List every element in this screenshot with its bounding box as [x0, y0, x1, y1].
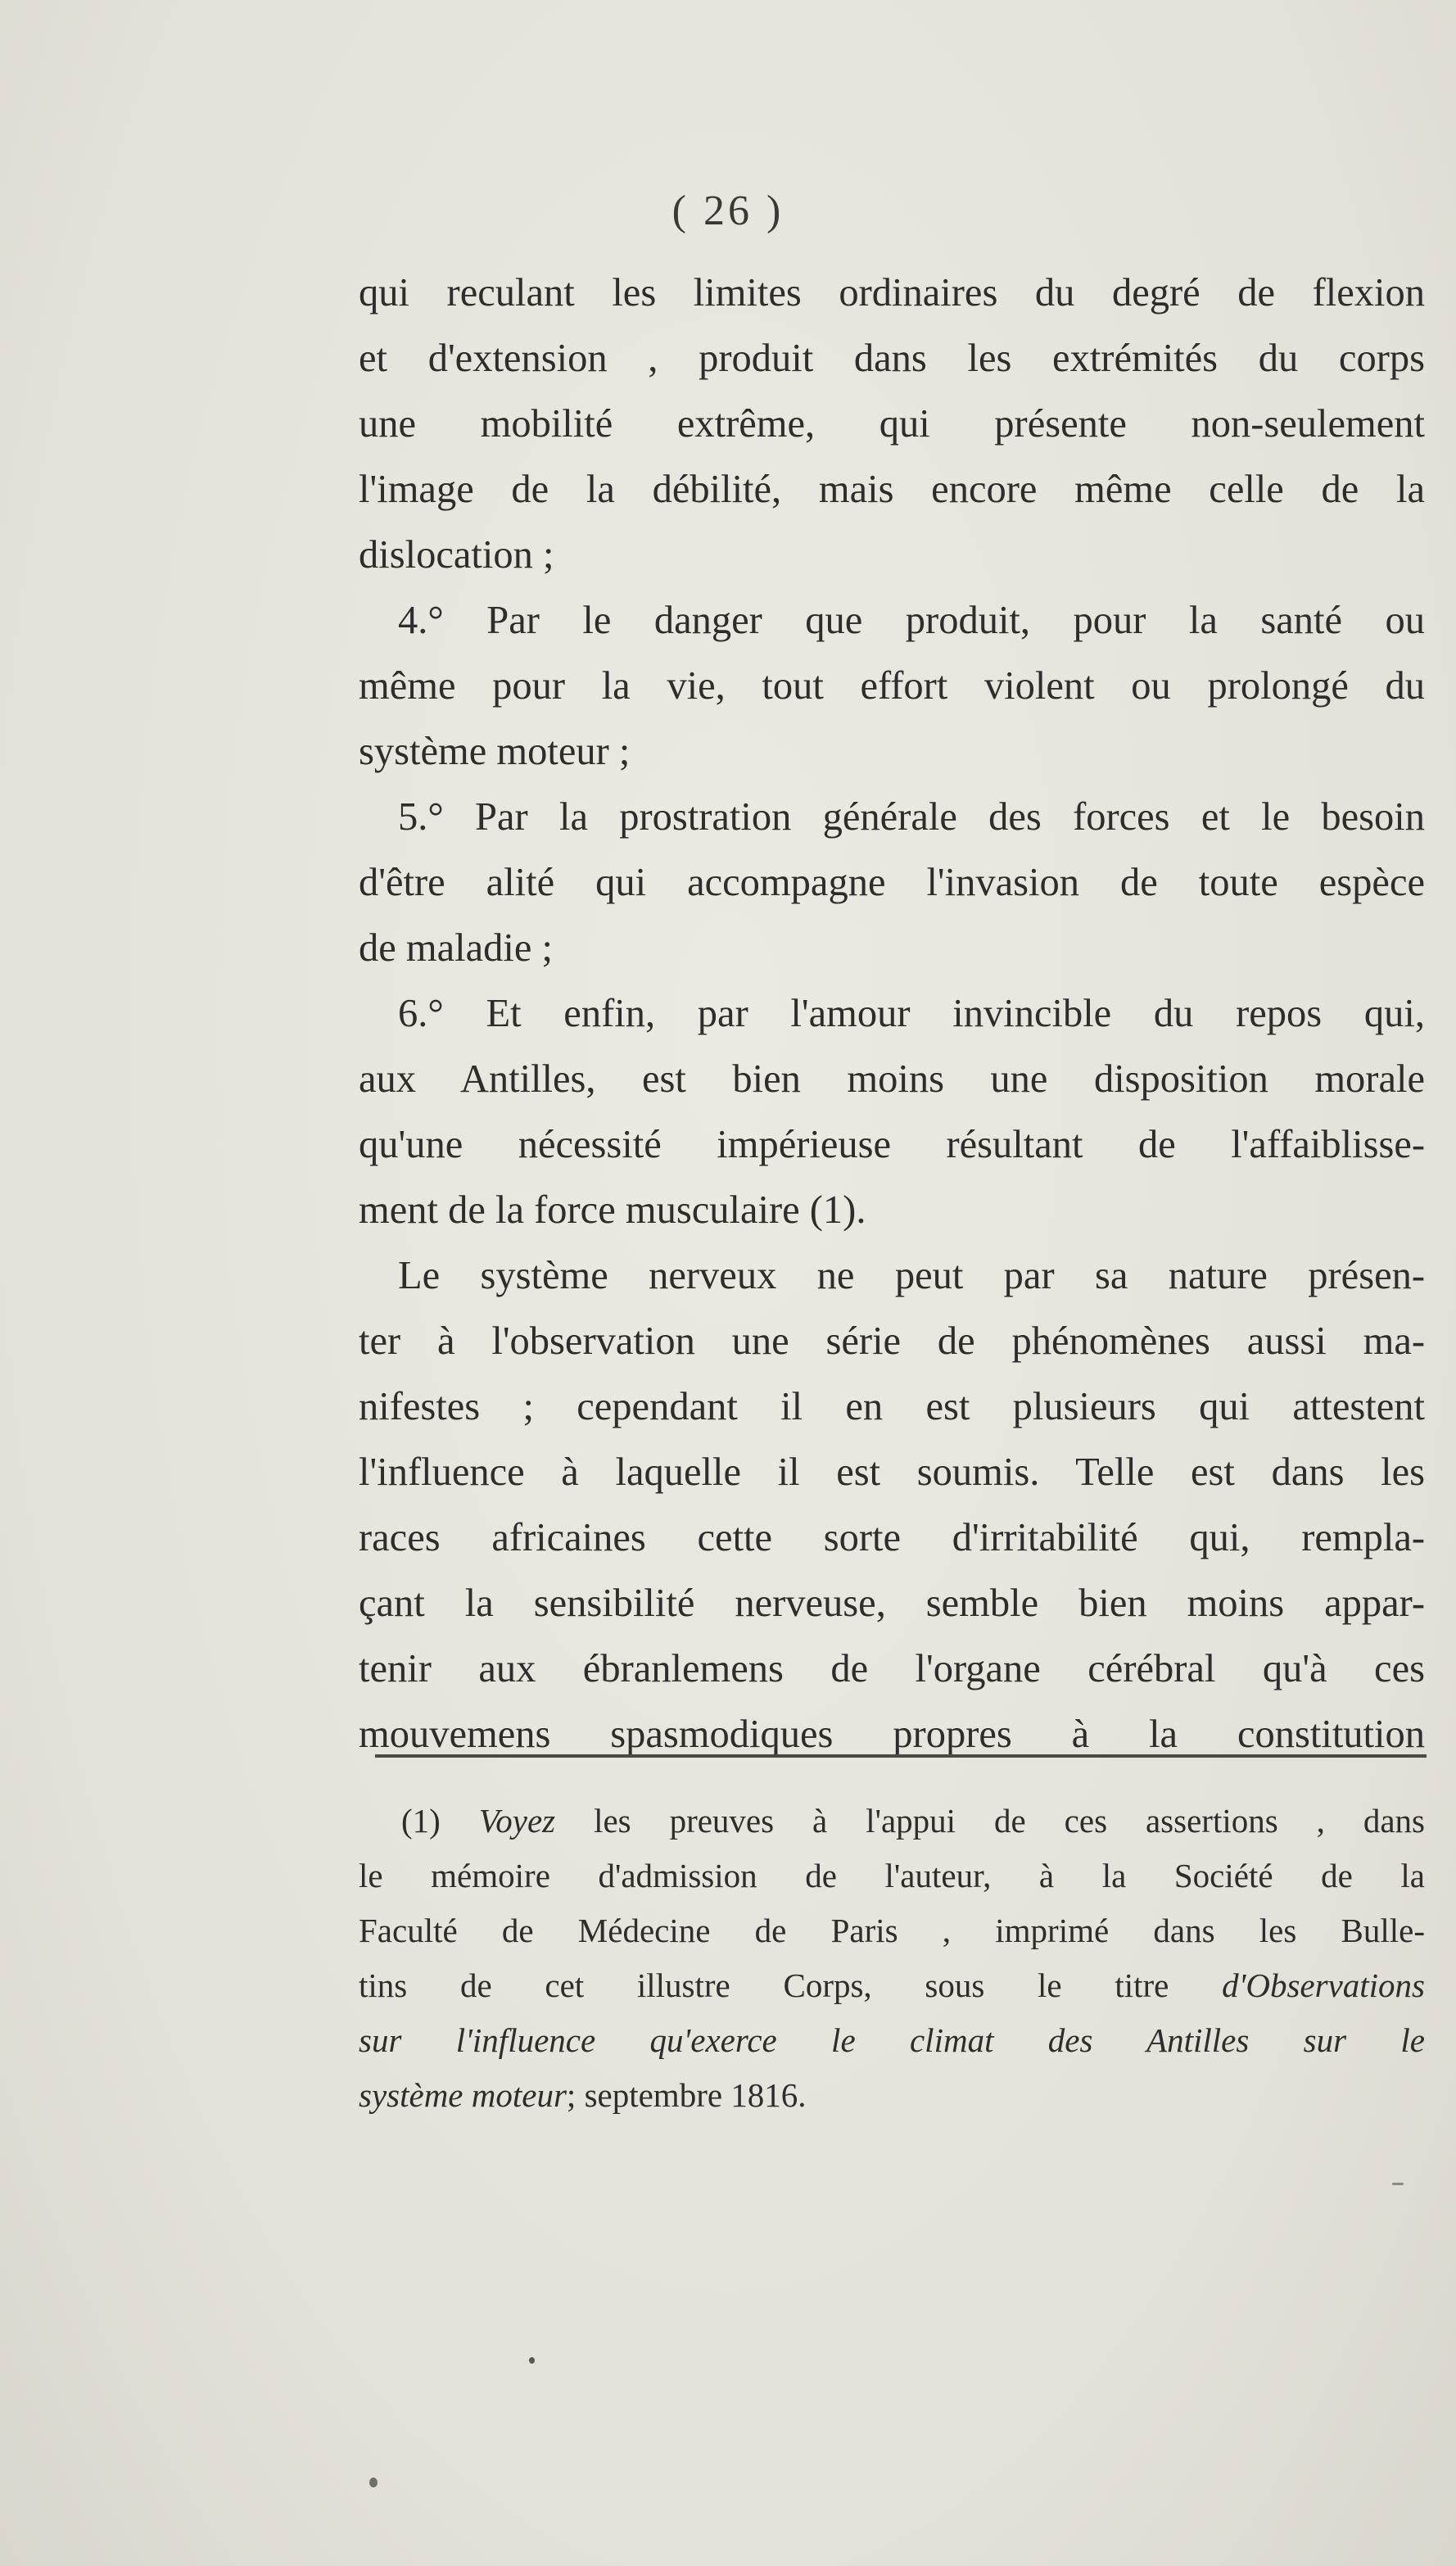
text-line: Le système nerveux ne peut par sa nature présen-: [398, 1254, 1425, 1297]
footnote-line: le mémoire d'admission de l'auteur, à la Société de la: [359, 1857, 1425, 1894]
paper-speck: [369, 2478, 378, 2487]
paper-speck: [529, 2357, 535, 2364]
footnote-text: les preuves à l'appui de ces assertions , dans: [555, 1802, 1425, 1840]
text-line: tenir aux ébranlemens de l'organe cérébral qu'à ces: [359, 1647, 1425, 1690]
text-line: une mobilité extrême, qui présente non-seulement: [359, 402, 1425, 446]
text-line: ter à l'observation une série de phénomènes aussi ma-: [359, 1319, 1425, 1363]
text-line: ment de la force musculaire (1).: [359, 1188, 866, 1232]
footnote-line: [359, 2013, 1425, 2068]
text-line: çant la sensibilité nerveuse, semble bien moins appar-: [359, 1582, 1425, 1625]
text-line: nifestes ; cependant il en est plusieurs qui attestent: [359, 1385, 1425, 1428]
footnote-italic: système moteur: [359, 2076, 567, 2114]
text-line: qu'une nécessité impérieuse résultant de l'affaiblisse-: [359, 1123, 1425, 1166]
footnote-line: [359, 1794, 1425, 1849]
text-line: qui reculant les limites ordinaires du degré de flexion: [359, 271, 1425, 315]
footnote-line: [359, 2068, 1425, 2123]
footnote-italic: Voyez: [478, 1802, 556, 1840]
text-line: d'être alité qui accompagne l'invasion de toute espèce: [359, 861, 1425, 904]
text-line: système moteur ;: [359, 730, 631, 773]
text-line: races africaines cette sorte d'irritabilité qui, rempla-: [359, 1516, 1425, 1559]
body-text: [359, 260, 1425, 1767]
page-number: ( 26 ): [671, 188, 785, 234]
text-line: 6.° Et enfin, par l'amour invincible du repos qui,: [398, 992, 1425, 1035]
text-line: mouvemens spasmodiques propres à la constitution: [359, 1713, 1425, 1756]
text-line: aux Antilles, est bien moins une disposition morale: [359, 1057, 1425, 1101]
footnote-text: tins de cet illustre Corps, sous le titre: [359, 1966, 1223, 2004]
footnote-italic: sur l'influence qu'exerce le climat des Antilles sur le: [359, 2021, 1425, 2059]
footnote-rule: [375, 1754, 1427, 1758]
text-line: même pour la vie, tout effort violent ou prolongé du: [359, 664, 1425, 708]
footnote-line: Faculté de Médecine de Paris , imprimé dans les Bulle-: [359, 1912, 1425, 1949]
footnote-line: [359, 1958, 1425, 2013]
footnote-marker: (1): [401, 1802, 479, 1840]
text-line: 4.° Par le danger que produit, pour la santé ou: [398, 599, 1425, 642]
text-line: de maladie ;: [359, 926, 554, 970]
footnote-text: ; septembre 1816.: [566, 2076, 807, 2114]
paper-speck: [1392, 2183, 1404, 2185]
text-line: 5.° Par la prostration générale des forces et le besoin: [398, 795, 1425, 839]
text-line: et d'extension , produit dans les extrémités du corps: [359, 337, 1425, 380]
footnote: [359, 1794, 1425, 2123]
text-line: dislocation ;: [359, 533, 554, 577]
footnote-italic: d'Observations: [1222, 1966, 1425, 2004]
text-line: l'image de la débilité, mais encore même celle de la: [359, 468, 1425, 511]
text-line: l'influence à laquelle il est soumis. Telle est dans les: [359, 1450, 1425, 1494]
